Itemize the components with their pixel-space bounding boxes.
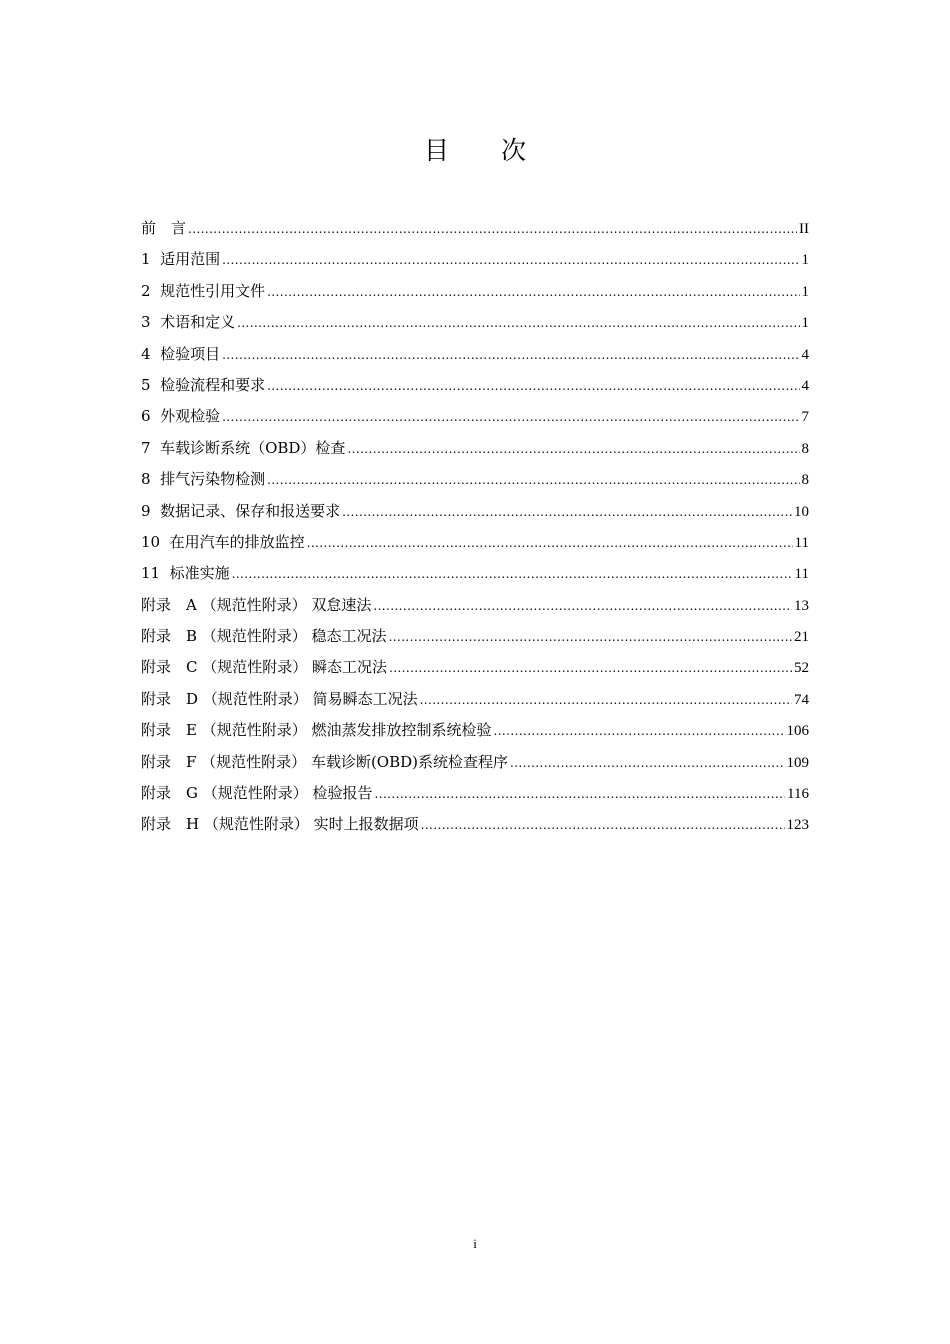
- toc-entry-label: 7 车载诊断系统（OBD）检查: [141, 438, 346, 457]
- toc-entry-page: 10: [794, 503, 809, 520]
- toc-entry-label: 附录 B （规范性附录） 稳态工况法: [141, 627, 387, 646]
- toc-dot-leader: [222, 246, 799, 274]
- toc-entry-label: 1 适用范围: [141, 250, 221, 269]
- toc-entry[interactable]: [141, 277, 809, 308]
- table-of-contents: [141, 214, 809, 842]
- toc-dot-leader: [342, 498, 792, 526]
- toc-dot-leader: [389, 623, 792, 651]
- toc-dot-leader: [347, 435, 799, 463]
- toc-entry[interactable]: [141, 402, 809, 433]
- toc-entry-page: 4: [801, 346, 809, 363]
- toc-dot-leader: [232, 560, 793, 588]
- toc-entry[interactable]: [141, 340, 809, 371]
- toc-entry-page: 11: [794, 566, 809, 583]
- toc-entry-label: 4 检验项目: [141, 344, 221, 363]
- toc-entry-label: 10 在用汽车的排放监控: [141, 532, 305, 551]
- toc-entry[interactable]: [141, 810, 809, 841]
- toc-dot-leader: [510, 749, 785, 777]
- toc-entry-label: 9 数据记录、保存和报送要求: [141, 501, 341, 520]
- toc-entry[interactable]: [141, 528, 809, 559]
- toc-dot-leader: [420, 686, 792, 714]
- toc-entry-label: 附录 E （规范性附录） 燃油蒸发排放控制系统检验: [141, 721, 492, 740]
- toc-entry[interactable]: [141, 716, 809, 747]
- toc-entry[interactable]: [141, 748, 809, 779]
- toc-dot-leader: [494, 717, 785, 745]
- toc-dot-leader: [222, 341, 799, 369]
- toc-entry[interactable]: [141, 434, 809, 465]
- toc-entry-label: 附录 H （规范性附录） 实时上报数据项: [141, 815, 419, 834]
- toc-entry-label: 8 排气污染物检测: [141, 470, 266, 489]
- toc-entry-page: 116: [787, 786, 809, 803]
- toc-dot-leader: [267, 372, 799, 400]
- toc-entry-page: 1: [801, 252, 809, 269]
- toc-entry-page: 21: [794, 629, 809, 646]
- toc-entry[interactable]: [141, 622, 809, 653]
- toc-dot-leader: [188, 215, 797, 243]
- toc-entry-label: 3 术语和定义: [141, 313, 236, 332]
- toc-entry-label: 附录 A （规范性附录） 双怠速法: [141, 595, 372, 614]
- toc-entry-page: 8: [801, 472, 809, 489]
- toc-entry[interactable]: [141, 371, 809, 402]
- toc-entry[interactable]: [141, 779, 809, 810]
- toc-entry[interactable]: [141, 591, 809, 622]
- toc-entry[interactable]: [141, 214, 809, 245]
- toc-entry-page: 74: [794, 691, 809, 708]
- toc-entry-page: 109: [786, 754, 809, 771]
- toc-entry[interactable]: [141, 497, 809, 528]
- toc-entry-page: 11: [794, 534, 809, 551]
- page-number: i: [473, 1236, 477, 1251]
- toc-entry[interactable]: [141, 653, 809, 684]
- toc-entry-label: 前 言: [141, 219, 187, 237]
- toc-entry-label: 附录 C （规范性附录） 瞬态工况法: [141, 658, 388, 677]
- toc-entry[interactable]: [141, 685, 809, 716]
- toc-dot-leader: [375, 780, 786, 808]
- toc-entry-label: 附录 F （规范性附录） 车载诊断(OBD)系统检查程序: [141, 752, 508, 771]
- toc-entry[interactable]: [141, 308, 809, 339]
- toc-entry[interactable]: [141, 465, 809, 496]
- toc-entry-label: 2 规范性引用文件: [141, 281, 266, 300]
- toc-dot-leader: [222, 403, 799, 431]
- toc-dot-leader: [267, 466, 799, 494]
- toc-dot-leader: [389, 654, 792, 682]
- toc-entry-page: 4: [801, 377, 809, 394]
- toc-entry-page: 8: [801, 440, 809, 457]
- toc-dot-leader: [237, 309, 799, 337]
- toc-dot-leader: [267, 278, 799, 306]
- toc-entry-page: 106: [786, 723, 809, 740]
- toc-dot-leader: [421, 811, 785, 839]
- toc-entry-label: 11 标准实施: [141, 564, 230, 583]
- toc-entry[interactable]: [141, 559, 809, 590]
- toc-entry-label: 附录 D （规范性附录） 简易瞬态工况法: [141, 689, 418, 708]
- toc-entry-label: 5 检验流程和要求: [141, 375, 266, 394]
- toc-entry-label: 6 外观检验: [141, 407, 221, 426]
- page-title: 目 次: [424, 136, 548, 165]
- toc-entry-page: 52: [794, 660, 809, 677]
- toc-entry-label: 附录 G （规范性附录） 检验报告: [141, 784, 373, 803]
- toc-entry-page: 1: [801, 315, 809, 332]
- toc-dot-leader: [307, 529, 793, 557]
- toc-entry-page: 7: [801, 409, 809, 426]
- toc-dot-leader: [373, 592, 792, 620]
- toc-entry[interactable]: [141, 245, 809, 276]
- toc-entry-page: 123: [786, 817, 809, 834]
- toc-entry-page: 13: [794, 597, 809, 614]
- toc-entry-page: II: [799, 221, 809, 237]
- toc-entry-page: 1: [801, 283, 809, 300]
